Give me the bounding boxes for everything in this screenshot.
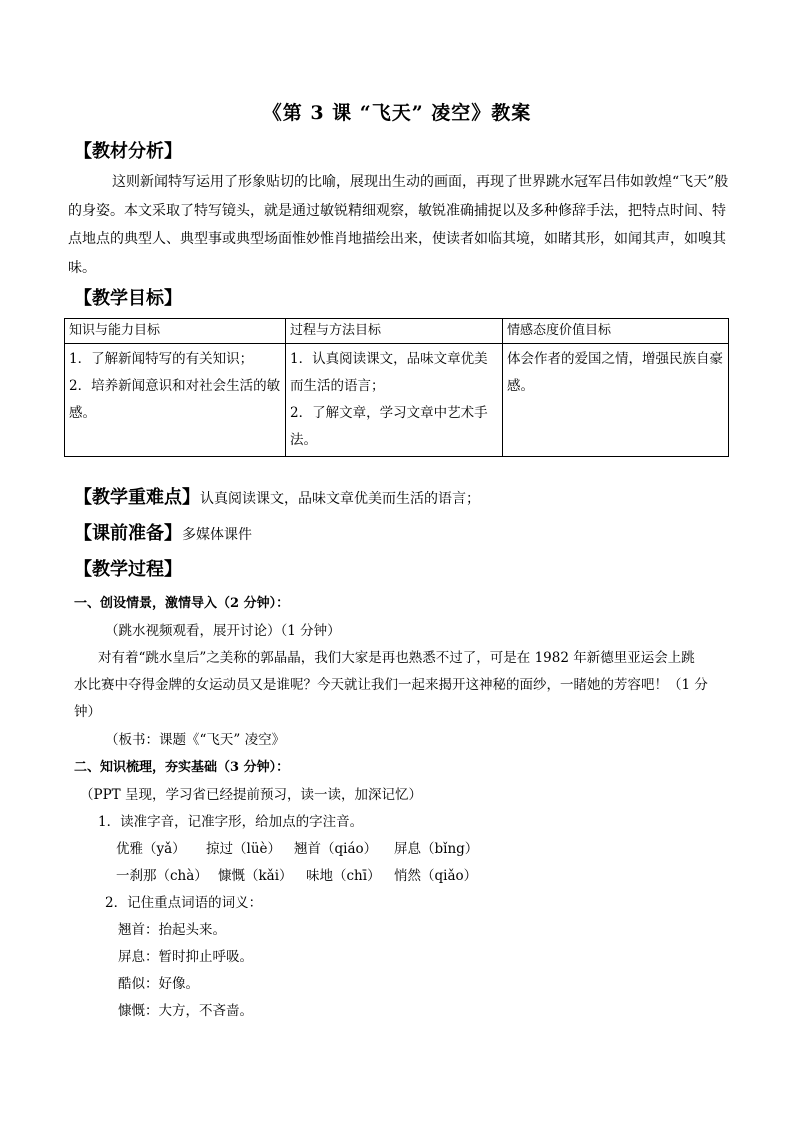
definition-item: 慷慨：大方，不吝啬。	[118, 1003, 253, 1019]
definition-item: 翘首：抬起头来。	[118, 922, 226, 938]
goals-cell-process	[286, 344, 503, 457]
goals-process-item-2: 2．了解文章，学习文章中艺术手法。	[290, 405, 488, 448]
section-heading-process: 【教学过程】	[74, 559, 182, 580]
section-heading-goals: 【教学目标】	[74, 288, 182, 309]
page-title: 《第 3 课 “飞天” 凌空》教案	[262, 102, 532, 124]
keypoints-text: 认真阅读课文，品味文章优美而生活的语言；	[200, 491, 480, 507]
analysis-paragraph: 这则新闻特写运用了形象贴切的比喻，展现出生动的画面，再现了世界跳水冠军吕伟如敦煌“飞天”般的身姿。本文采取了特写镜头，就是通过敏锐精细观察，敏锐准确捕捉以及多种修辞手法，把特点时间、特点地点的典型人、典型事或典型场面惟妙惟肖地描绘出来，使读者如临其境，如睹其形，如闻其声，如嗅其味。	[68, 174, 729, 276]
step1-activity: （跳水视频观看，展开讨论）（1 分钟）	[105, 623, 341, 639]
prep-text: 多媒体课件	[182, 527, 252, 543]
goals-table	[64, 318, 729, 457]
section-heading-analysis: 【教材分析】	[74, 141, 182, 162]
step2-intro: （PPT 呈现，学习省已经提前预习，读一读，加深记忆）	[80, 787, 422, 803]
goals-cell-emotion	[503, 344, 729, 457]
pinyin-word: 悄然（qiǎo）	[394, 868, 478, 884]
step2-item-1: 1．读准字音，记准字形，给加点的字注音。	[98, 814, 364, 830]
goals-knowledge-item-2: 2．培养新闻意识和对社会生活的敏感。	[69, 378, 281, 421]
step1-heading: 一、创设情景，激情导入（2 分钟）：	[74, 596, 290, 611]
pinyin-word: 掠过（lüè）	[206, 841, 282, 857]
pinyin-word: 味地（chī）	[306, 868, 381, 884]
goals-header-process: 过程与方法目标	[286, 319, 503, 344]
pinyin-word: 屏息（bǐng）	[394, 841, 479, 857]
goals-emotion-item-1: 体会作者的爱国之情，增强民族自豪感。	[507, 351, 723, 394]
definition-item: 酷似：好像。	[118, 976, 199, 992]
goals-header-knowledge: 知识与能力目标	[65, 319, 286, 344]
keypoints-line	[74, 483, 480, 509]
goals-header-emotion: 情感态度价值目标	[503, 319, 729, 344]
pinyin-row-1	[116, 837, 478, 857]
step1-board: （板书：课题《“飞天” 凌空》	[105, 732, 286, 748]
step1-line-3: 钟）	[74, 704, 101, 720]
goals-cell-knowledge	[65, 344, 286, 457]
goals-table-header-row	[65, 319, 729, 344]
goals-table-body-row	[65, 344, 729, 457]
goals-process-item-1: 1．认真阅读课文，品味文章优美而生活的语言；	[290, 351, 488, 394]
step2-heading: 二、知识梳理，夯实基础（3 分钟）：	[74, 760, 290, 775]
prep-line	[74, 519, 252, 545]
pinyin-word: 慷慨（kǎi）	[218, 868, 293, 884]
step1-line-1: 对有着“跳水皇后”之美称的郭晶晶，我们大家是再也熟悉不过了，可是在 1982 年新德里亚运会上跳	[98, 650, 695, 666]
pinyin-word: 翘首（qiáo）	[294, 841, 378, 857]
pinyin-word: 优雅（yǎ）	[116, 841, 186, 857]
section-heading-prep: 【课前准备】	[74, 523, 182, 544]
section-heading-keypoints: 【教学重难点】	[74, 487, 200, 508]
step2-item-2: 2．记住重点词语的词义：	[105, 895, 263, 911]
goals-knowledge-item-1: 1．了解新闻特写的有关知识；	[69, 351, 254, 367]
definition-item: 屏息：暂时抑止呼吸。	[118, 949, 253, 965]
step1-line-2: 水比赛中夺得金牌的女运动员又是谁呢？今天就让我们一起来揭开这神秘的面纱，一睹她的芳容吧！（1 分	[74, 677, 708, 693]
pinyin-word: 一刹那（chà）	[116, 868, 208, 884]
pinyin-row-2	[116, 864, 477, 884]
